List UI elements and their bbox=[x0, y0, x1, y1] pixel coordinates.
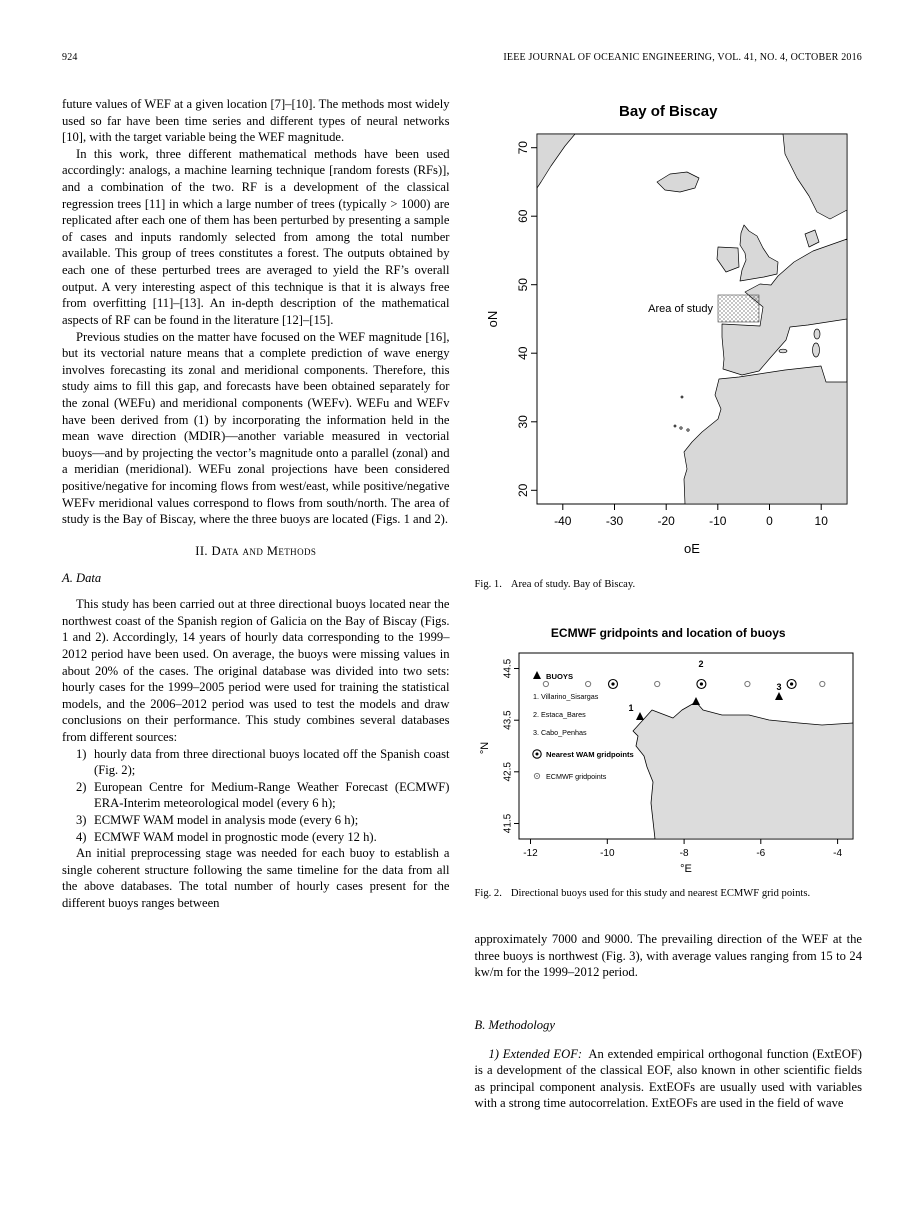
subsection-a-data: A. Data bbox=[62, 571, 102, 586]
journal-title: IEEE JOURNAL OF OCEANIC ENGINEERING, VOL. 41, NO. 4, OCTOBER 2016 bbox=[503, 52, 862, 63]
paragraph: Previous studies on the matter have focused on the WEF magnitude [16], but its vectorial nature means that a complete prediction of wave energy involves forecasting its zonal and meridional components. Therefore, this study aims to fill this gap, and forecasts have been obtained separately for the zonal (WEFu) and meridional components (WEFv). WEFu and WEFv have been derived from (1) by incorporating the information held in the mean wave direction (MDIR)—another variable measured in vectorial buoys—and by projecting the vector’s magnitude onto a parallel (zonal) and a meridian (meridional). WEFu zonal projections have been considered positive/negative for incoming flows from west/east, while positive/negative WEFv meridional values correspond to flows from south/north. The area of study is the Bay of Biscay, where the three buoys are located (Figs. 1 and 2). bbox=[62, 329, 450, 527]
x-tick-label: -8 bbox=[679, 848, 689, 860]
list-text: European Centre for Medium-Range Weather Forecast (ECMWF) ERA-Interim meteorological model (every 6 h); bbox=[94, 779, 450, 811]
list-item bbox=[62, 829, 450, 846]
paragraph-text: An extended empirical orthogonal function (ExtEOF) is a development of the classical EOF, also known in other scientific fields as principal component analysis. ExtEOFs are usually used with variables with a strong time autocorrelation. ExtEOFs are used in the field of wave bbox=[474, 1046, 862, 1111]
right-column bbox=[475, 96, 863, 1112]
sardinia-island bbox=[812, 343, 819, 357]
y-axis-label: °N bbox=[478, 742, 491, 755]
figure-1 bbox=[475, 102, 863, 592]
madeira-island bbox=[681, 396, 683, 398]
x-tick-label: -40 bbox=[553, 513, 571, 528]
canary-island bbox=[686, 429, 688, 431]
figure-1-caption bbox=[475, 578, 863, 592]
x-tick-label: -30 bbox=[605, 513, 623, 528]
paragraph: future values of WEF at a given location [7]–[10]. The methods most widely used so far have been time series and different types of neural networks [10], with the target variable being the WEF magnitude. bbox=[62, 97, 450, 145]
y-tick-label: 40 bbox=[515, 346, 530, 360]
x-tick-label: -20 bbox=[657, 513, 675, 528]
canary-island bbox=[674, 425, 676, 427]
list-marker: 1) bbox=[76, 746, 87, 761]
balearic-islands bbox=[779, 349, 787, 353]
legend-ecmwf-label: ECMWF gridpoints bbox=[545, 772, 606, 782]
x-axis-label: oE bbox=[683, 540, 700, 556]
x-tick-label: -10 bbox=[599, 848, 615, 860]
x-tick-label: -10 bbox=[708, 513, 726, 528]
caption-text: Directional buoys used for this study and nearest ECMWF grid points. bbox=[510, 888, 811, 900]
buoy-1-number: 1 bbox=[627, 703, 634, 714]
section-heading-data-and-methods: II. Data and Methods bbox=[195, 543, 317, 558]
x-axis-ticks bbox=[562, 504, 820, 510]
x-tick-label: -6 bbox=[755, 848, 765, 860]
area-of-study-label: Area of study bbox=[647, 302, 713, 315]
figure-2 bbox=[475, 626, 863, 902]
list-item bbox=[62, 812, 450, 829]
y-axis-ticks bbox=[531, 147, 537, 490]
caption-text: Area of study. Bay of Biscay. bbox=[510, 578, 636, 590]
y-axis-ticks bbox=[514, 669, 519, 824]
two-column-body bbox=[62, 96, 862, 1112]
list-text: ECMWF WAM model in analysis mode (every 6 h); bbox=[94, 812, 359, 827]
figure-2-caption bbox=[475, 887, 863, 901]
y-axis-label: oN bbox=[484, 310, 500, 328]
buoy-3-number: 3 bbox=[775, 682, 782, 693]
paragraph bbox=[475, 1046, 863, 1112]
running-header bbox=[62, 52, 862, 63]
y-tick-label: 30 bbox=[515, 414, 530, 429]
y-tick-label: 41.5 bbox=[502, 814, 513, 834]
y-tick-label: 50 bbox=[515, 277, 530, 292]
paragraph: In this work, three different mathematical methods have been used accordingly: analogs, a machine learning technique [random forests (RFs)], and a combination of the two. RF is a development of the classical regression trees [11] in which a large number of trees (typically > 1000) are replicated after each one of them has been perturbed by presenting a sample of cases and inputs randomly selected from among the total number available. This group of trees constitutes a forest. The outputs obtained by each one of these perturbed trees are averaged to yield the RF’s overall output. A very interesting aspect of this technique is that it is always free from overfitting [11]–[13]. An in-depth description of the mathematical aspects of RF can be found in the literature [12]–[15]. bbox=[62, 146, 450, 327]
list-marker: 3) bbox=[76, 812, 87, 827]
figure-1-title: Bay of Biscay bbox=[619, 103, 718, 120]
x-axis-label: °E bbox=[679, 863, 692, 876]
legend-buoy3-label: 3. Cabo_Penhas bbox=[532, 728, 587, 738]
x-tick-label: -12 bbox=[522, 848, 538, 860]
paragraph: approximately 7000 and 9000. The prevailing direction of the WEF at the three buoys is northwest (Fig. 3), with average values ranging from 15 to 24 kw/m for the 1999–2012 period. bbox=[474, 932, 862, 980]
caption-label: Fig. 1. bbox=[474, 578, 502, 590]
paragraph-lead: 1) Extended EOF: bbox=[488, 1046, 583, 1061]
figure-1-map bbox=[475, 126, 861, 564]
figure-2-map bbox=[475, 643, 861, 875]
left-column bbox=[62, 96, 450, 1112]
x-tick-label: -4 bbox=[832, 848, 842, 860]
legend-buoy2-label: 2. Estaca_Bares bbox=[532, 710, 586, 720]
paragraph: This study has been carried out at three directional buoys located near the northwest coast of the Spanish region of Galicia on the Bay of Biscay (Figs. 1 and 2). Accordingly, 14 years of hourly data corresponding to the 1999–2012 period have been used. On average, the buoys were missing values in about 20% of the cases. The original database was divided into two sets: hourly cases for the 1999–2005 period were used for training the statistical models, and the 2006–2012 period was used to test the models and draw conclusions on their performance. This study combines several databases from different sources: bbox=[62, 597, 450, 744]
canary-island bbox=[679, 427, 681, 429]
y-tick-label: 42.5 bbox=[502, 762, 513, 782]
list-item bbox=[62, 779, 450, 812]
x-axis-ticks bbox=[530, 839, 837, 844]
list-item bbox=[62, 746, 450, 779]
list-text: ECMWF WAM model in prognostic mode (every 12 h). bbox=[94, 829, 377, 844]
paragraph: An initial preprocessing stage was needed for each buoy to establish a single coherent structure following the same timeline for the data from all the above databases. The total number of hourly cases present for the different buoys ranges between bbox=[62, 846, 450, 911]
x-tick-label: 10 bbox=[814, 513, 828, 528]
list-marker: 2) bbox=[76, 779, 87, 794]
page-number: 924 bbox=[62, 52, 78, 63]
legend-buoys-label: BUOYS bbox=[545, 672, 573, 682]
corsica-island bbox=[814, 329, 820, 339]
list-marker: 4) bbox=[76, 829, 87, 844]
y-tick-label: 44.5 bbox=[502, 659, 513, 679]
x-tick-label: 0 bbox=[765, 513, 773, 528]
list-text: hourly data from three directional buoys located off the Spanish coast (Fig. 2); bbox=[94, 746, 450, 778]
legend-buoy1-label: 1. Villarino_Sisargas bbox=[532, 692, 598, 702]
y-tick-label: 70 bbox=[515, 140, 530, 155]
y-tick-label: 43.5 bbox=[502, 710, 513, 731]
caption-label: Fig. 2. bbox=[474, 888, 502, 900]
y-tick-label: 60 bbox=[515, 209, 530, 223]
study-area-rect bbox=[718, 295, 759, 322]
data-sources-list bbox=[62, 746, 450, 846]
figure-2-title: ECMWF gridpoints and location of buoys bbox=[550, 625, 786, 640]
y-tick-label: 20 bbox=[515, 483, 530, 497]
subsection-b-methodology: B. Methodology bbox=[474, 1017, 555, 1032]
buoy-2-number: 2 bbox=[697, 659, 704, 670]
legend-wam-label: Nearest WAM gridpoints bbox=[545, 750, 634, 760]
